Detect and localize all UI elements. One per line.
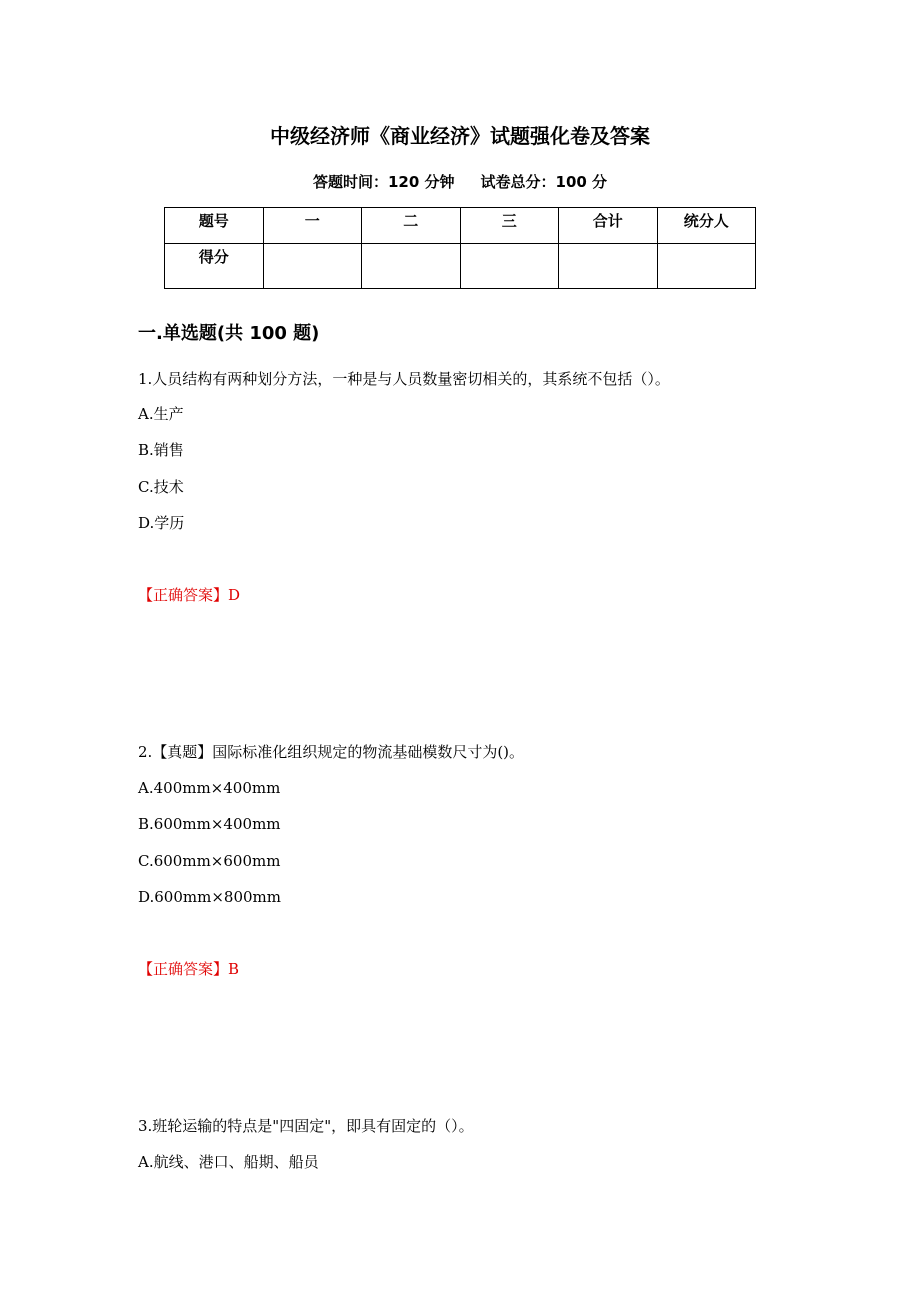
- question-3-option-a: A.航线、港口、船期、船员: [138, 1153, 319, 1171]
- question-1-text: 1.人员结构有两种划分方法，一种是与人员数量密切相关的，其系统不包括（）。: [138, 370, 670, 388]
- question-2-option-a: A.400mm×400mm: [138, 779, 281, 797]
- score-table-header-row: [165, 208, 756, 244]
- question-1-option-c: C.技术: [138, 478, 184, 496]
- score-cell: [263, 244, 362, 289]
- score-table-header: 统分人: [657, 208, 756, 244]
- question-1-option-d: D.学历: [138, 514, 185, 532]
- score-table-header: 一: [263, 208, 362, 244]
- document-title: 中级经济师《商业经济》试题强化卷及答案: [270, 124, 650, 148]
- score-cell: [657, 244, 756, 289]
- question-2-option-d: D.600mm×800mm: [138, 888, 281, 906]
- question-1-option-b: B.销售: [138, 441, 184, 459]
- question-1-option-a: A.生产: [138, 405, 184, 423]
- score-cell: [362, 244, 461, 289]
- score-table-header: 合计: [559, 208, 658, 244]
- score-table: [164, 207, 756, 289]
- exam-time: 答题时间：120 分钟: [312, 173, 455, 191]
- score-cell: [460, 244, 559, 289]
- question-1-answer: 【正确答案】D: [138, 586, 241, 604]
- score-row-label: 得分: [165, 244, 264, 289]
- question-2-answer: 【正确答案】B: [138, 960, 240, 978]
- question-3-text: 3.班轮运输的特点是"四固定"，即具有固定的（）。: [138, 1117, 474, 1135]
- score-cell: [559, 244, 658, 289]
- score-table-header: 三: [460, 208, 559, 244]
- question-2-text: 2.【真题】国际标准化组织规定的物流基础模数尺寸为()。: [138, 743, 525, 761]
- exam-info: [0, 171, 920, 193]
- score-table-score-row: [165, 244, 756, 289]
- exam-total-score: 试卷总分：100 分: [480, 173, 608, 191]
- question-2-option-c: C.600mm×600mm: [138, 852, 281, 870]
- section-heading: 一.单选题(共 100 题): [138, 323, 320, 344]
- score-table-header: 题号: [165, 208, 264, 244]
- question-2-option-b: B.600mm×400mm: [138, 815, 281, 833]
- score-table-header: 二: [362, 208, 461, 244]
